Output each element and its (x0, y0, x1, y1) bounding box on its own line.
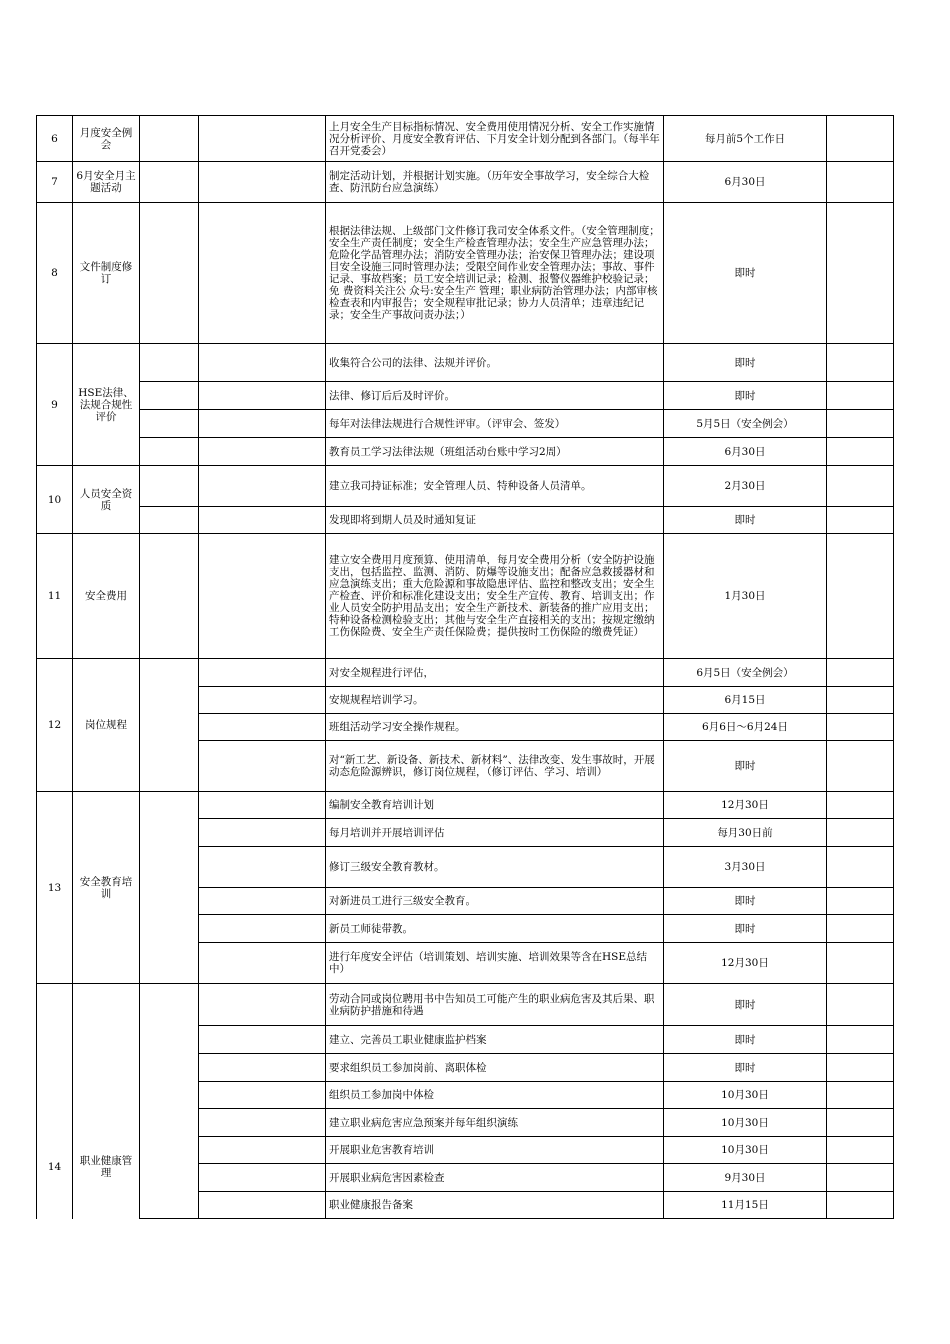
date-cell: 10月30日 (664, 1137, 827, 1164)
empty-cell (199, 1082, 326, 1109)
row-number: 10 (37, 466, 73, 534)
table-row (37, 438, 894, 466)
empty-cell (199, 847, 326, 888)
row-number: 14 (37, 984, 73, 1219)
table-row (37, 410, 894, 438)
task-cell: 根据法律法规、上级部门文件修订我司安全体系文件。（安全管理制度；安全生产责任制度；安全生产检查管理办法；安全生产应急管理办法；危险化学品管理办法；消防安全管理办法；治安保卫管理办法；建设项目安全设施三同时管理办法；受限空间作业安全管理办法；事故、事件记录、事故档案；员工安全培训记录；检测、报警仪器维护校验记录；免 费资料关注公 众号:安全生产 管理；职业病防治管理办法；内部审核检查表和内审报告；安全规程审批记录；协力人员清单；违章违纪记录；安全生产事故问责办法；） (326, 203, 664, 344)
item-name: 岗位规程 (73, 659, 140, 792)
empty-cell (199, 888, 326, 915)
table-row (37, 507, 894, 534)
date-cell: 3月30日 (664, 847, 827, 888)
date-cell: 11月15日 (664, 1192, 827, 1219)
empty-cell (140, 344, 199, 382)
empty-cell (199, 466, 326, 507)
empty-cell (827, 714, 894, 741)
empty-cell (140, 984, 199, 1219)
item-name: HSE法律、法规合规性评价 (73, 344, 140, 466)
empty-cell (199, 162, 326, 203)
date-cell: 6月6日～6月24日 (664, 714, 827, 741)
empty-cell (827, 438, 894, 466)
row-number: 7 (37, 162, 73, 203)
task-cell: 新员工师徒带教。 (326, 915, 664, 943)
row-number: 12 (37, 659, 73, 792)
table-row (37, 659, 894, 687)
empty-cell (827, 410, 894, 438)
date-cell: 10月30日 (664, 1082, 827, 1109)
task-cell: 建立我司持证标准；安全管理人员、特种设备人员清单。 (326, 466, 664, 507)
task-cell: 劳动合同或岗位聘用书中告知员工可能产生的职业病危害及其后果、职业病防护措施和待遇 (326, 984, 664, 1026)
empty-cell (199, 116, 326, 162)
table-row (37, 203, 894, 344)
item-name: 月度安全例会 (73, 116, 140, 162)
item-name: 安全费用 (73, 534, 140, 659)
empty-cell (140, 792, 199, 984)
empty-cell (827, 984, 894, 1026)
empty-cell (199, 792, 326, 819)
empty-cell (140, 410, 199, 438)
date-cell: 即时 (664, 507, 827, 534)
empty-cell (140, 507, 199, 534)
task-cell: 发现即将到期人员及时通知复证 (326, 507, 664, 534)
date-cell: 12月30日 (664, 792, 827, 819)
task-cell: 制定活动计划，并根据计划实施。（历年安全事故学习，安全综合大检查、防汛防台应急演练） (326, 162, 664, 203)
empty-cell (827, 847, 894, 888)
empty-cell (827, 915, 894, 943)
task-cell: 对新进员工进行三级安全教育。 (326, 888, 664, 915)
empty-cell (827, 466, 894, 507)
safety-plan-table (36, 115, 894, 1219)
table-row (37, 466, 894, 507)
task-cell: 建立职业病危害应急预案并每年组织演练 (326, 1109, 664, 1137)
task-cell: 收集符合公司的法律、法规并评价。 (326, 344, 664, 382)
empty-cell (199, 203, 326, 344)
task-cell: 法律、修订后后及时评价。 (326, 382, 664, 410)
table-row (37, 116, 894, 162)
empty-cell (827, 819, 894, 847)
empty-cell (827, 1164, 894, 1192)
empty-cell (199, 1192, 326, 1219)
task-cell: 职业健康报告备案 (326, 1192, 664, 1219)
date-cell: 12月30日 (664, 943, 827, 984)
task-cell: 修订三级安全教育教材。 (326, 847, 664, 888)
date-cell: 即时 (664, 1054, 827, 1082)
task-cell: 对安全规程进行评估， (326, 659, 664, 687)
task-cell: 安规规程培训学习。 (326, 687, 664, 714)
date-cell: 即时 (664, 344, 827, 382)
table-row (37, 382, 894, 410)
table-row (37, 162, 894, 203)
empty-cell (827, 741, 894, 792)
empty-cell (827, 888, 894, 915)
empty-cell (199, 1026, 326, 1054)
empty-cell (199, 984, 326, 1026)
row-number: 6 (37, 116, 73, 162)
date-cell: 6月5日（安全例会） (664, 659, 827, 687)
empty-cell (827, 1192, 894, 1219)
empty-cell (199, 410, 326, 438)
empty-cell (199, 438, 326, 466)
empty-cell (199, 382, 326, 410)
date-cell: 6月30日 (664, 438, 827, 466)
empty-cell (199, 687, 326, 714)
empty-cell (827, 116, 894, 162)
empty-cell (140, 659, 199, 792)
empty-cell (827, 507, 894, 534)
empty-cell (199, 915, 326, 943)
item-name: 职业健康管理 (73, 984, 140, 1219)
empty-cell (199, 714, 326, 741)
empty-cell (140, 203, 199, 344)
empty-cell (140, 466, 199, 507)
item-name: 6月安全月主题活动 (73, 162, 140, 203)
task-cell: 教育员工学习法律法规（班组活动台账中学习2周） (326, 438, 664, 466)
empty-cell (199, 1164, 326, 1192)
date-cell: 每月前5个工作日 (664, 116, 827, 162)
empty-cell (827, 1054, 894, 1082)
task-cell: 开展职业病危害因素检查 (326, 1164, 664, 1192)
row-number: 8 (37, 203, 73, 344)
date-cell: 每月30日前 (664, 819, 827, 847)
empty-cell (140, 116, 199, 162)
empty-cell (140, 162, 199, 203)
date-cell: 9月30日 (664, 1164, 827, 1192)
item-name: 文件制度修订 (73, 203, 140, 344)
task-cell: 每月培训并开展培训评估 (326, 819, 664, 847)
empty-cell (827, 792, 894, 819)
empty-cell (827, 162, 894, 203)
item-name: 安全教育培训 (73, 792, 140, 984)
date-cell: 即时 (664, 1026, 827, 1054)
empty-cell (827, 659, 894, 687)
date-cell: 即时 (664, 915, 827, 943)
table-row (37, 344, 894, 382)
date-cell: 即时 (664, 984, 827, 1026)
task-cell: 每年对法律法规进行合规性评审。（评审会、签发） (326, 410, 664, 438)
date-cell: 5月5日（安全例会） (664, 410, 827, 438)
row-number: 9 (37, 344, 73, 466)
date-cell: 即时 (664, 382, 827, 410)
task-cell: 进行年度安全评估（培训策划、培训实施、培训效果等含在HSE总结中） (326, 943, 664, 984)
item-name: 人员安全资质 (73, 466, 140, 534)
date-cell: 2月30日 (664, 466, 827, 507)
empty-cell (140, 382, 199, 410)
empty-cell (199, 819, 326, 847)
empty-cell (827, 1082, 894, 1109)
task-cell: 组织员工参加岗中体检 (326, 1082, 664, 1109)
empty-cell (827, 1109, 894, 1137)
date-cell: 10月30日 (664, 1109, 827, 1137)
empty-cell (827, 203, 894, 344)
date-cell: 即时 (664, 741, 827, 792)
empty-cell (827, 382, 894, 410)
empty-cell (140, 534, 199, 659)
empty-cell (827, 1026, 894, 1054)
row-number: 11 (37, 534, 73, 659)
date-cell: 即时 (664, 203, 827, 344)
empty-cell (199, 659, 326, 687)
empty-cell (199, 534, 326, 659)
date-cell: 1月30日 (664, 534, 827, 659)
empty-cell (199, 943, 326, 984)
empty-cell (199, 344, 326, 382)
empty-cell (199, 1109, 326, 1137)
date-cell: 即时 (664, 888, 827, 915)
task-cell: 班组活动学习安全操作规程。 (326, 714, 664, 741)
empty-cell (199, 741, 326, 792)
task-cell: 开展职业危害教育培训 (326, 1137, 664, 1164)
task-cell: 建立安全费用月度预算、使用清单，每月安全费用分析（安全防护设施支出，包括监控、监测、消防、防爆等设施支出；配备应急救援器材和应急演练支出；重大危险源和事故隐患评估、监控和整改支出；安全生产检查、评价和标准化建设支出；安全生产宣传、教育、培训支出；作业人员安全防护用品支出；安全生产新技术、新装备的推广应用支出；特种设备检测检验支出；其他与安全生产直接相关的支出；按规定缴纳工伤保险费、安全生产责任保险费；提供按时工伤保险的缴费凭证） (326, 534, 664, 659)
empty-cell (199, 1054, 326, 1082)
task-cell: 要求组织员工参加岗前、离职体检 (326, 1054, 664, 1082)
table-row (37, 534, 894, 659)
date-cell: 6月15日 (664, 687, 827, 714)
date-cell: 6月30日 (664, 162, 827, 203)
table-row (37, 792, 894, 819)
empty-cell (827, 344, 894, 382)
empty-cell (199, 1137, 326, 1164)
row-number: 13 (37, 792, 73, 984)
empty-cell (140, 438, 199, 466)
table-row (37, 984, 894, 1026)
task-cell: 编制安全教育培训计划 (326, 792, 664, 819)
empty-cell (827, 687, 894, 714)
task-cell: 建立、完善员工职业健康监护档案 (326, 1026, 664, 1054)
task-cell: 上月安全生产目标指标情况、安全费用使用情况分析、安全工作实施情况分析评价、月度安全教育评估、下月安全计划分配到各部门。（每半年召开党委会） (326, 116, 664, 162)
task-cell: 对“新工艺、新设备、新技术、新材料”、法律改变、发生事故时，开展动态危险源辨识，修订岗位规程，（修订评估、学习、培训） (326, 741, 664, 792)
empty-cell (827, 943, 894, 984)
empty-cell (199, 507, 326, 534)
empty-cell (827, 1137, 894, 1164)
empty-cell (827, 534, 894, 659)
